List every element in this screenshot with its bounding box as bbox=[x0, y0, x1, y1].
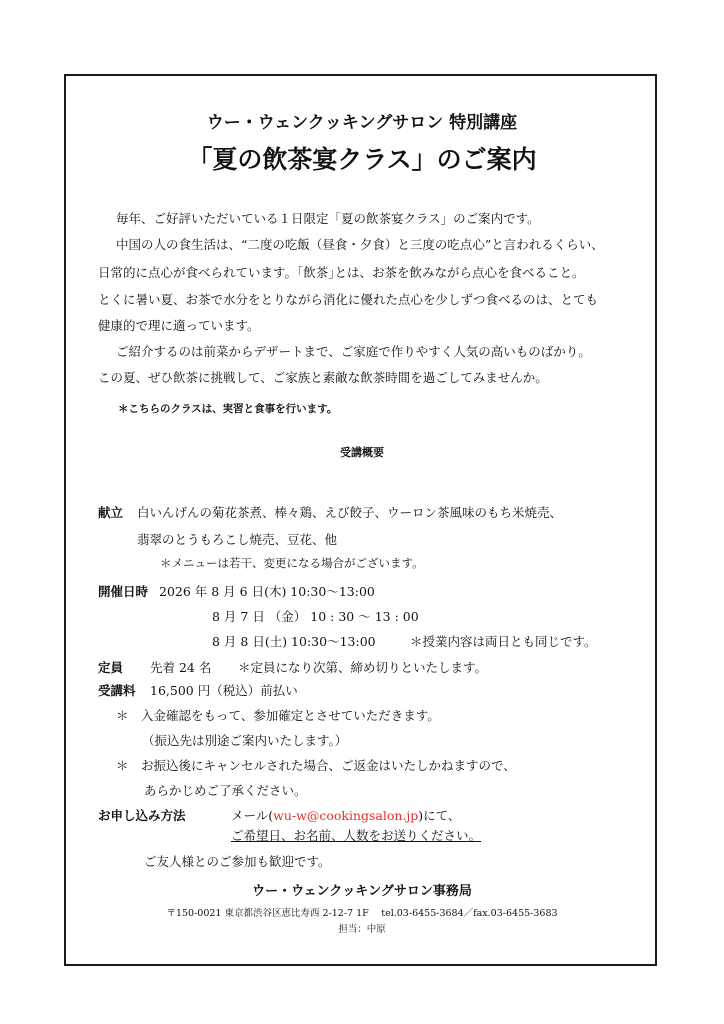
intro-line-4: とくに暑い夏、お茶で水分をとりながら消化に優れた点心を少しずつ食べるのは、とても bbox=[98, 292, 599, 307]
fee-note-1: ＊ 入金確認をもって、参加確定とさせていただきます。 bbox=[116, 708, 440, 723]
intro-line-5: 健康的で理に適っています。 bbox=[98, 318, 260, 333]
menu-line-2: 翡翠のとうもろこし焼売、豆花、他 bbox=[137, 532, 338, 547]
apply-line-1 bbox=[231, 806, 460, 824]
date-1: 2026 年 8 月 6 日(木) 10:30～13:00 bbox=[159, 584, 375, 599]
menu-note: ＊メニューは若干、変更になる場合がございます。 bbox=[160, 556, 424, 570]
dates-note: ＊授業内容は両日とも同じです。 bbox=[410, 634, 597, 649]
apply-prefix: メール( bbox=[231, 808, 274, 823]
date-2: 8 月 7 日 （金） 10 : 30 ～ 13 : 00 bbox=[212, 609, 419, 624]
apply-suffix: )にて、 bbox=[418, 808, 461, 823]
capacity-label: 定員 bbox=[98, 660, 124, 675]
intro-line-2: 中国の人の食生活は、“二度の吃飯（昼食・夕食）と三度の吃点心”と言われるくらい、 bbox=[116, 237, 604, 252]
menu-label: 献立 bbox=[98, 505, 124, 520]
menu-line-1: 白いんげんの菊花茶煮、棒々鶏、えび餃子、ウーロン茶風味のもち米焼売、 bbox=[137, 505, 563, 520]
page-title: 「夏の飲茶宴クラス」のご案内 bbox=[187, 145, 537, 174]
intro-line-7: この夏、ぜひ飲茶に挑戦して、ご家族と素敵な飲茶時間を過ごしてみませんか。 bbox=[98, 370, 548, 385]
date-3: 8 月 8 日(土) 10:30～13:00 bbox=[212, 634, 376, 649]
fee-label: 受講料 bbox=[98, 683, 136, 698]
page-subtitle: ウー・ウェンクッキングサロン 特別講座 bbox=[206, 113, 518, 133]
footer-office: ウー・ウェンクッキングサロン事務局 bbox=[252, 884, 472, 899]
intro-line-3: 日常的に点心が食べられています。｢飲茶｣とは、お茶を飲みながら点心を食べること。 bbox=[98, 265, 585, 280]
class-note: ＊こちらのクラスは、実習と食事を行います。 bbox=[118, 403, 338, 415]
fee-note-1b: （振込先は別途ご案内いたします。） bbox=[142, 733, 348, 748]
dates-label: 開催日時 bbox=[98, 584, 149, 599]
welcome-text: ご友人様とのご参加も歓迎です。 bbox=[144, 854, 331, 869]
footer-address: 〒150-0021 東京都渋谷区恵比寿西 2-12-7 1F tel.03-6455-3684／fax.03-6455-3683 bbox=[166, 908, 558, 919]
summary-heading: 受講概要 bbox=[340, 446, 384, 459]
capacity-value: 先着 24 名 bbox=[150, 660, 212, 675]
capacity-note: ＊定員になり次第、締め切りといたします。 bbox=[238, 660, 488, 675]
fee-value: 16,500 円（税込）前払い bbox=[150, 683, 298, 698]
intro-line-6: ご紹介するのは前菜からデザートまで、ご家庭で作りやすく人気の高いものばかり。 bbox=[116, 344, 591, 359]
fee-note-2: ＊ お振込後にキャンセルされた場合、ご返金はいたしかねますので、 bbox=[116, 758, 516, 773]
apply-email-link[interactable]: wu-w@cookingsalon.jp bbox=[273, 808, 419, 823]
footer-contact: 担当：中原 bbox=[338, 924, 386, 935]
fee-note-2b: あらかじめご了承ください。 bbox=[144, 783, 307, 798]
intro-line-1: 毎年、ご好評いただいている１日限定「夏の飲茶宴クラス」のご案内です。 bbox=[116, 211, 540, 226]
apply-line-2: ご希望日、お名前、人数をお送りください。 bbox=[231, 828, 482, 843]
apply-label: お申し込み方法 bbox=[98, 808, 186, 823]
